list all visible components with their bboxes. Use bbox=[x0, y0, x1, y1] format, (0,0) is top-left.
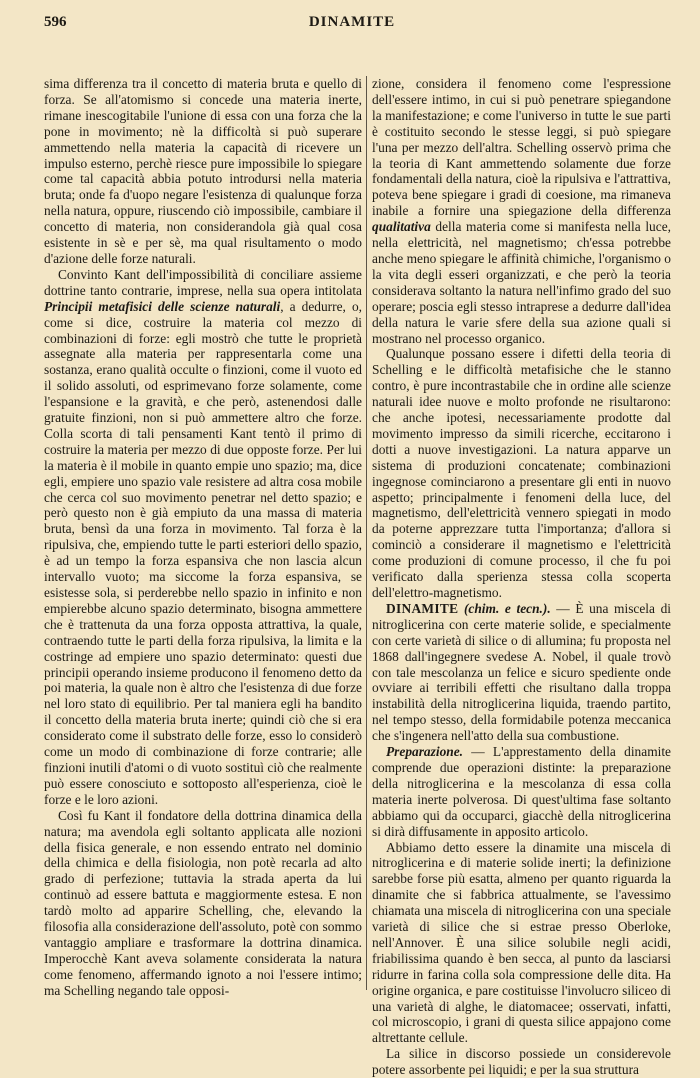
paragraph: Così fu Kant il fondatore della dottrina dinamica della natura; ma avendola egli soltanto applicata alle nozioni della fisica generale, e non essendo entrato nel dominio della chimica e della fisiologia, non potè recarla ad alto grado di perfezione; tuttavia la strada aperta da lui continuò ad essere battuta e maggiormente estesa. E non tardò molto ad apparire Schelling, che, elevando la filosofia alla considerazione dell'assoluto, potè con sommo vantaggio ampliare e trasformare la dottrina dinamica. Imperocchè Kant aveva solamente considerata la natura come fenomeno, affermando ignoto a noi l'essere intimo; ma Schelling negando tale opposi- bbox=[44, 807, 362, 998]
paragraph-text: Convinto Kant dell'impossibilità di conciliare assieme dottrine tanto contrarie, imprese, nella sua opera intitolata bbox=[44, 266, 362, 298]
column-divider bbox=[366, 76, 367, 990]
paragraph bbox=[372, 76, 671, 346]
paragraph: Qualunque possano essere i difetti della teoria di Schelling e le difficoltà metafisiche che le stanno contro, è pure incontrastabile che in ordine alle scienze naturali idee nuove e molto profonde ne risultarono: che anche ipotesi, necessariamente prodotte dal movimento impresso da simili ricerche, eccitarono i dotti a nuove investigazioni. La natura apparve un sistema di produzioni concatenate; combinazioni ingegnose cominciarono a presentare gli enti in nuovo aspetto; principalmente i fenomeni della luce, del magnetismo, dell'elettricità vennero spiegati in modo da poterne apprezzare tutta l'importanza; d'allora si cominciò a considerare il magnetismo e l'elettricità come produzioni di comune processo, il che fu poi verificato dalla sperienza stessa colla scoperta dell'elettro-magnetismo. bbox=[372, 346, 671, 600]
right-column bbox=[372, 76, 671, 1078]
paragraph-text: della materia come si manifesta nella luce, nella elettricità, nel magnetismo; ch'essa potrebbe anche meno spiegare le affinità chimiche, l'organismo o la vita degli esseri organizzati, e che però la teoria considerava soltanto la natura nell'infimo grado del suo operare; poscia egli stesso intraprese a dedurre dall'idea della natura le varie sfere della sua azione quali si mostrano nel processo organico. bbox=[372, 219, 671, 346]
entry-paragraph bbox=[372, 601, 671, 744]
paragraph bbox=[372, 744, 671, 839]
page-number: 596 bbox=[44, 14, 67, 30]
paragraph-text: zione, considera il fenomeno come l'espressione dell'essere intimo, in cui si può penetrare spiegandone la manifestazione; e come l'universo in tutte le sue parti è costituito secondo le stesse leggi, si può spiegare l'una per mezzo dell'altra. Schelling osservò prima che la teoria di Kant ammettendo solamente due forze fondamentali della natura, cioè la ripulsiva e l'attrattiva, poteva bene spiegare i gradi di coesione, ma rimaneva inabile a fornire una spiegazione della differenza bbox=[372, 76, 671, 219]
paragraph-text: , a dedurre, o, come si dice, costruire la materia col mezzo di combinazioni di forze: egli mostrò che tutte le proprietà assegnate alla materia per rappresentarla come una sostanza, erano qualità occulte o finzioni, come il vuoto ed il solido assoluti, od esprimevano forze solamente, come l'espansione e la gravità, e che però, astenendosi dalle gratuite finzioni, non si può ammettere altro che forze. Colla scorta di tali pensamenti Kant tentò il primo di costruire la materia per mezzo di due opposte forze. Per lui la materia è il mobile in quanto empie uno spazio; ma, dice egli, empiere uno spazio vale resistere ad altra cosa mobile che cerca col suo movimento penetrar nel detto spazio; e però questo non è già empiuto da una massa di materia bruta, bensì da una forza in movimento. Tal forza è la ripulsiva, che, empiendo tutte le parti esteriori dello spazio, è ad un tempo la forza espansiva che non lascia alcun intervallo vuoto; ma siccome la forza espansiva, se esistesse sola, si perderebbe nello spazio in infinito e non empierebbe alcuno spazio determinato, bisogna ammettere che è trattenuta da una forza opposta attrattiva, la quale, contraendo tutte le parti della forza ripulsiva, la limita e la costringe ad empiere uno spazio determinato: questi due principii operando insieme producono il fenomeno detto da poi materia, la quale non è altro che l'esistenza di due forze nel loro stato di equilibrio. Per tal maniera egli ha bandito il concetto della materia bruta inerte; quindi ciò che si era considerato come il substrato delle forze, esso lo considerò come un modo di combinazione di forze contrarie; alle finzioni inutili d'atomi o di vuoto sostituì ciò che realmente può essere conosciuto e sottoposto all'esperienza, cioè le forze e le loro azioni. bbox=[44, 298, 362, 807]
running-title: DINAMITE bbox=[308, 14, 396, 30]
entry-heading: DINAMITE bbox=[386, 600, 459, 616]
left-column bbox=[44, 76, 362, 999]
paragraph: Abbiamo detto essere la dinamite una miscela di nitroglicerina e di materie solide inerti; la definizione sarebbe forse più esatta, almeno per quanto riguarda la dinamite che si fabbrica attualmente, se l'avessimo chiamata una miscela di nitroglicerina con una speciale varietà di silice che si estrae presso Oberloke, nell'Annover. È una silice solubile negli acidi, friabilissima quando è ben secca, al punto da lasciarsi ridurre in farina colla sola compressione delle dita. Ha origine organica, e pare costituisse l'involucro siliceo di una varietà di alghe, le diatomacee; osservati, infatti, col microscopio, i grani di questa silice appajono come altrettante cellule. bbox=[372, 839, 671, 1046]
paragraph bbox=[44, 267, 362, 808]
paragraph-text: — È una miscela di nitroglicerina con certe materie solide, e specialmente con certe varietà di silice o di allumina; fu proposta nel 1868 dall'ingegnere svedese A. Nobel, il quale trovò con tale mescolanza un felice e sicuro spediente onde ovviare ai terribili effetti che risultano dalla troppa instabilità della nitroglicerina liquida, traendo partito, nel tempo stesso, della formidabile potenza meccanica che s'ingenera nell'atto della sua combustione. bbox=[372, 600, 671, 744]
paragraph-text: — L'apprestamento della dinamite comprende due operazioni distinte: la preparazione della nitroglicerina e la mescolanza di essa colla materia inerte polverosa. Di quest'ultima fase soltanto abbiamo qui da occuparci, giacchè della nitroglicerina si dirà diffusamente in apposito articolo. bbox=[372, 744, 671, 839]
section-heading: Preparazione. bbox=[386, 744, 463, 760]
paragraph: La silice in discorso possiede un considerevole potere assorbente pei liquidi; e per la sua struttura bbox=[372, 1046, 671, 1078]
book-title: Principii metafisici delle scienze naturali bbox=[44, 298, 281, 314]
entry-tag: (chim. e tecn.). bbox=[458, 600, 551, 616]
emphasis: qualitativa bbox=[372, 219, 431, 235]
page-header bbox=[44, 14, 660, 38]
paragraph: sima differenza tra il concetto di materia bruta e quello di forza. Se all'atomismo si concede una materia inerte, rimane inescogitabile l'unione di essa con una forza che la pone in movimento; nè la difficoltà si può superare ammettendo nella materia la capacità di ricevere un impulso esterno, perchè riesce pure impossibile lo spiegare come tal capacità abbia potuto introdursi nella materia bruta; onde fa d'uopo negare l'esistenza di qualunque forza nella natura, oppure, riuscendo ciò impossibile, cambiare il concetto di materia, non considerandola già qual cosa esistente in sè e per sè, ma qual risultamento o modo d'azione delle forze naturali. bbox=[44, 76, 362, 266]
